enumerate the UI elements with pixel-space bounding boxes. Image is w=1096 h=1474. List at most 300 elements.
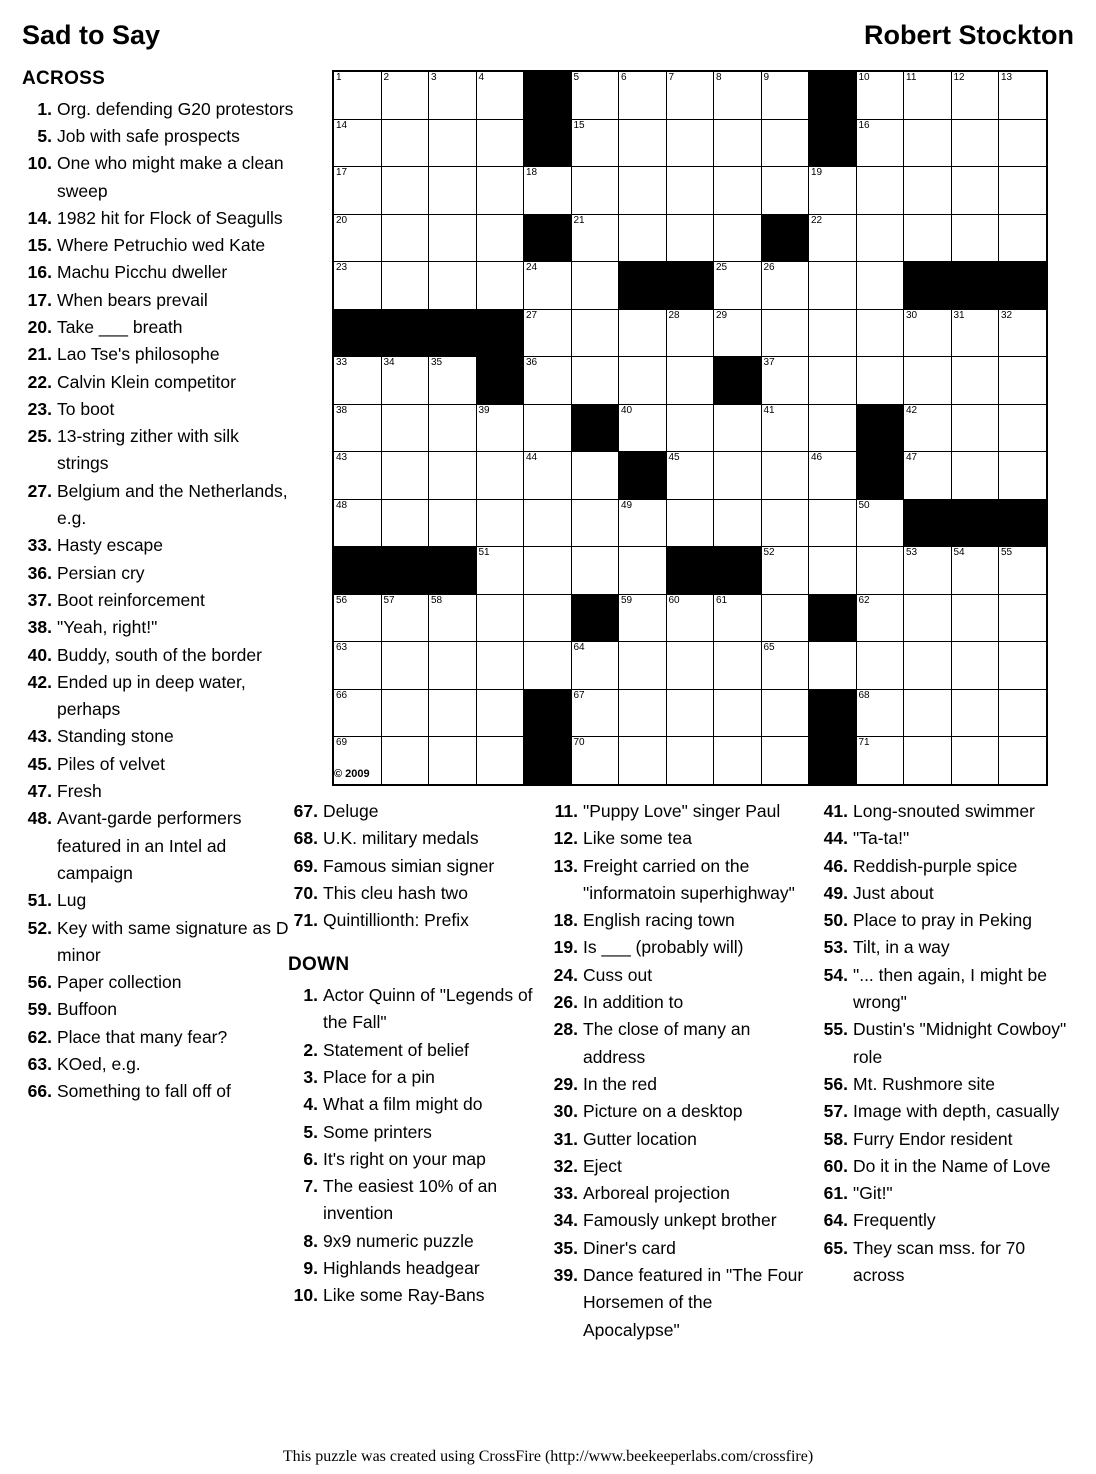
grid-cell[interactable]: [619, 499, 667, 547]
grid-cell[interactable]: [476, 167, 524, 215]
grid-cell[interactable]: [904, 689, 952, 737]
grid-cell[interactable]: [619, 357, 667, 405]
grid-cell[interactable]: [761, 642, 809, 690]
grid-cell-number: 48: [336, 499, 348, 511]
grid-cell-number: 50: [858, 499, 870, 511]
grid-cell[interactable]: [571, 689, 619, 737]
grid-cell[interactable]: [619, 167, 667, 215]
grid-cell-number: 45: [668, 452, 680, 463]
grid-block-cell: [714, 547, 762, 595]
grid-cell-number: 32: [1001, 309, 1013, 321]
grid-cell[interactable]: [904, 309, 952, 357]
grid-cell[interactable]: [381, 499, 429, 547]
grid-cell-number: 26: [763, 262, 775, 273]
grid-cell[interactable]: [951, 452, 999, 500]
grid-cell[interactable]: [666, 594, 714, 642]
grid-cell[interactable]: [429, 499, 477, 547]
grid-cell[interactable]: [381, 357, 429, 405]
grid-cell[interactable]: [429, 737, 477, 785]
grid-cell[interactable]: [856, 119, 904, 167]
grid-cell[interactable]: [333, 214, 381, 262]
grid-cell[interactable]: [381, 71, 429, 119]
grid-cell[interactable]: [571, 737, 619, 785]
clue-text: It's right on your map: [323, 1148, 486, 1169]
grid-cell-number: 42: [906, 404, 918, 416]
clue-number: 37.: [27, 589, 52, 610]
grid-cell[interactable]: [856, 309, 904, 357]
grid-cell[interactable]: [429, 262, 477, 310]
clue-number: 25.: [27, 426, 52, 447]
grid-cell[interactable]: [761, 499, 809, 547]
grid-cell-number: 37: [763, 357, 775, 368]
clue-item: [22, 205, 294, 232]
grid-cell[interactable]: [381, 594, 429, 642]
grid-cell[interactable]: [524, 167, 572, 215]
grid-cell[interactable]: [856, 214, 904, 262]
clue-number: 5.: [37, 125, 52, 146]
clue-text: Is ___ (probably will): [583, 937, 744, 958]
grid-cell[interactable]: [714, 167, 762, 215]
grid-cell[interactable]: [333, 689, 381, 737]
grid-cell-number: 11: [906, 72, 917, 83]
clue-text: Just about: [853, 882, 934, 903]
grid-cell-number: 39: [478, 404, 490, 416]
clue-item: [288, 825, 536, 852]
clue-number: 59.: [27, 999, 52, 1020]
grid-block-cell: [381, 309, 429, 357]
grid-cell[interactable]: [429, 167, 477, 215]
grid-cell[interactable]: [761, 737, 809, 785]
grid-cell[interactable]: [476, 71, 524, 119]
grid-cell[interactable]: [999, 547, 1047, 595]
grid-cell[interactable]: [999, 357, 1047, 405]
grid-cell[interactable]: [904, 547, 952, 595]
grid-cell[interactable]: [856, 737, 904, 785]
grid-cell[interactable]: [429, 71, 477, 119]
grid-cell[interactable]: [714, 262, 762, 310]
clue-number: 61.: [823, 1183, 848, 1204]
grid-cell[interactable]: [856, 594, 904, 642]
grid-cell[interactable]: [856, 689, 904, 737]
grid-cell[interactable]: [571, 262, 619, 310]
grid-cell-number: 31: [953, 309, 965, 321]
grid-cell[interactable]: [809, 642, 857, 690]
grid-cell-number: 38: [336, 404, 348, 416]
clue-item: [22, 642, 294, 669]
grid-cell-number: 4: [478, 72, 485, 83]
grid-cell[interactable]: [951, 737, 999, 785]
grid-cell[interactable]: [809, 547, 857, 595]
grid-cell[interactable]: [951, 594, 999, 642]
clue-item: [818, 1126, 1076, 1153]
grid-cell[interactable]: [809, 404, 857, 452]
clue-text: Where Petruchio wed Kate: [57, 235, 266, 256]
grid-cell-number: 54: [953, 547, 965, 558]
grid-cell[interactable]: [999, 71, 1047, 119]
grid-cell[interactable]: [666, 452, 714, 500]
grid-cell-number: 57: [383, 594, 395, 606]
grid-cell[interactable]: [999, 404, 1047, 452]
grid-table[interactable]: [332, 70, 1048, 786]
clue-number: 46.: [823, 855, 848, 876]
grid-cell[interactable]: [381, 737, 429, 785]
grid-cell[interactable]: [856, 262, 904, 310]
clue-item: [22, 123, 294, 150]
grid-cell[interactable]: [381, 642, 429, 690]
grid-cell-number: 69: [336, 737, 348, 748]
grid-cell[interactable]: [904, 642, 952, 690]
grid-cell[interactable]: [381, 119, 429, 167]
grid-cell[interactable]: [666, 167, 714, 215]
grid-cell[interactable]: [761, 594, 809, 642]
grid-block-cell: [381, 547, 429, 595]
grid-block-cell: [524, 71, 572, 119]
grid-cell[interactable]: [476, 594, 524, 642]
grid-cell[interactable]: [809, 309, 857, 357]
grid-cell[interactable]: [856, 547, 904, 595]
clue-item: [22, 423, 294, 478]
grid-cell[interactable]: [809, 357, 857, 405]
grid-cell[interactable]: [619, 119, 667, 167]
grid-cell[interactable]: [619, 737, 667, 785]
grid-cell[interactable]: [333, 167, 381, 215]
grid-cell[interactable]: [524, 594, 572, 642]
grid-cell[interactable]: [999, 309, 1047, 357]
clue-number: 58.: [823, 1128, 848, 1149]
grid-cell[interactable]: [381, 452, 429, 500]
grid-cell[interactable]: [429, 594, 477, 642]
grid-cell[interactable]: [951, 357, 999, 405]
grid-cell[interactable]: [524, 499, 572, 547]
grid-cell[interactable]: [333, 262, 381, 310]
grid-cell[interactable]: [714, 689, 762, 737]
grid-cell[interactable]: [666, 499, 714, 547]
grid-cell[interactable]: [571, 499, 619, 547]
grid-cell[interactable]: [904, 71, 952, 119]
grid-cell[interactable]: [951, 689, 999, 737]
grid-block-cell: [429, 309, 477, 357]
grid-cell[interactable]: [856, 71, 904, 119]
grid-cell[interactable]: [571, 71, 619, 119]
grid-cell[interactable]: [476, 452, 524, 500]
grid-cell[interactable]: [951, 71, 999, 119]
clue-text: Famously unkept brother: [583, 1210, 777, 1231]
grid-cell[interactable]: [714, 499, 762, 547]
grid-row: [333, 71, 1047, 119]
grid-cell[interactable]: [333, 594, 381, 642]
across-section-heading: ACROSS: [22, 68, 106, 89]
copyright-notice: © 2009: [334, 768, 370, 780]
clue-item: [548, 1153, 806, 1180]
grid-cell[interactable]: [904, 594, 952, 642]
clue-item: [22, 669, 294, 724]
clue-text: Belgium and the Netherlands, e.g.: [57, 480, 288, 529]
grid-cell[interactable]: [999, 214, 1047, 262]
grid-cell[interactable]: [524, 547, 572, 595]
grid-cell[interactable]: [333, 119, 381, 167]
grid-cell[interactable]: [476, 499, 524, 547]
grid-cell[interactable]: [714, 642, 762, 690]
grid-cell[interactable]: [856, 167, 904, 215]
clue-item: [22, 232, 294, 259]
grid-cell[interactable]: [524, 309, 572, 357]
clue-item: [548, 989, 806, 1016]
clue-item: [288, 1282, 536, 1309]
clue-number: 54.: [823, 964, 848, 985]
grid-cell[interactable]: [856, 642, 904, 690]
grid-cell[interactable]: [381, 214, 429, 262]
clue-text: Lao Tse's philosophe: [57, 344, 220, 365]
grid-cell[interactable]: [951, 547, 999, 595]
grid-cell[interactable]: [951, 642, 999, 690]
grid-cell[interactable]: [761, 71, 809, 119]
grid-cell[interactable]: [761, 262, 809, 310]
grid-cell[interactable]: [381, 167, 429, 215]
clue-number: 2.: [303, 1039, 318, 1060]
clue-text: Place for a pin: [323, 1067, 435, 1087]
grid-cell[interactable]: [666, 404, 714, 452]
grid-cell[interactable]: [761, 547, 809, 595]
clue-number: 18.: [553, 910, 578, 931]
grid-cell[interactable]: [571, 309, 619, 357]
grid-cell[interactable]: [619, 594, 667, 642]
clue-item: [818, 880, 1076, 907]
grid-cell[interactable]: [761, 167, 809, 215]
grid-cell[interactable]: [856, 499, 904, 547]
clue-item: [22, 969, 294, 996]
grid-cell[interactable]: [476, 404, 524, 452]
clue-text: Boot reinforcement: [57, 589, 205, 610]
grid-cell-number: 64: [573, 642, 585, 653]
clue-item: [22, 1078, 294, 1105]
grid-cell[interactable]: [666, 309, 714, 357]
grid-cell[interactable]: [999, 452, 1047, 500]
clue-item: [288, 880, 536, 907]
clue-number: 19.: [553, 937, 578, 958]
grid-cell[interactable]: [999, 689, 1047, 737]
grid-cell[interactable]: [524, 357, 572, 405]
clue-item: [22, 560, 294, 587]
grid-block-cell: [999, 262, 1047, 310]
grid-cell[interactable]: [714, 71, 762, 119]
grid-cell[interactable]: [999, 594, 1047, 642]
grid-block-cell: [476, 309, 524, 357]
grid-cell[interactable]: [999, 642, 1047, 690]
grid-cell[interactable]: [571, 547, 619, 595]
clue-item: [22, 996, 294, 1023]
grid-cell[interactable]: [999, 167, 1047, 215]
grid-cell[interactable]: [524, 642, 572, 690]
page-header: [22, 20, 1074, 60]
grid-cell[interactable]: [333, 642, 381, 690]
clue-item: [22, 532, 294, 559]
grid-cell[interactable]: [571, 357, 619, 405]
grid-cell[interactable]: [619, 214, 667, 262]
grid-cell[interactable]: [476, 547, 524, 595]
clue-number: 21.: [27, 344, 52, 365]
grid-block-cell: [999, 499, 1047, 547]
grid-cell[interactable]: [333, 71, 381, 119]
grid-block-cell: [904, 262, 952, 310]
grid-cell[interactable]: [904, 119, 952, 167]
grid-cell[interactable]: [809, 262, 857, 310]
clue-text: When bears prevail: [57, 289, 208, 310]
grid-cell[interactable]: [714, 452, 762, 500]
grid-cell[interactable]: [381, 404, 429, 452]
grid-cell[interactable]: [333, 357, 381, 405]
grid-cell[interactable]: [999, 119, 1047, 167]
grid-cell[interactable]: [714, 594, 762, 642]
grid-cell[interactable]: [333, 499, 381, 547]
grid-cell[interactable]: [666, 214, 714, 262]
grid-cell[interactable]: [429, 404, 477, 452]
grid-cell[interactable]: [429, 214, 477, 262]
grid-cell[interactable]: [904, 404, 952, 452]
clue-number: 47.: [27, 781, 52, 802]
grid-cell[interactable]: [571, 214, 619, 262]
grid-cell[interactable]: [761, 452, 809, 500]
clue-item: [818, 825, 1076, 852]
grid-cell[interactable]: [809, 167, 857, 215]
clue-text: English racing town: [583, 910, 735, 931]
grid-cell[interactable]: [714, 119, 762, 167]
grid-cell[interactable]: [714, 214, 762, 262]
grid-cell[interactable]: [809, 499, 857, 547]
grid-cell[interactable]: [666, 357, 714, 405]
grid-cell[interactable]: [761, 119, 809, 167]
grid-cell[interactable]: [666, 71, 714, 119]
grid-cell[interactable]: [476, 119, 524, 167]
grid-cell[interactable]: [524, 262, 572, 310]
grid-cell-number: 35: [431, 357, 443, 368]
grid-block-cell: [476, 357, 524, 405]
grid-cell[interactable]: [951, 167, 999, 215]
grid-cell[interactable]: [524, 452, 572, 500]
grid-cell[interactable]: [619, 71, 667, 119]
grid-cell[interactable]: [476, 737, 524, 785]
grid-cell-number: 1: [336, 72, 342, 83]
grid-cell[interactable]: [429, 452, 477, 500]
clue-text: Furry Endor resident: [853, 1128, 1013, 1149]
clue-text: Arboreal projection: [583, 1183, 730, 1204]
clue-item: [548, 798, 806, 825]
clue-text: What a film might do: [323, 1094, 483, 1115]
grid-cell[interactable]: [951, 214, 999, 262]
grid-cell[interactable]: [333, 452, 381, 500]
grid-cell[interactable]: [476, 214, 524, 262]
grid-cell[interactable]: [429, 689, 477, 737]
grid-cell[interactable]: [429, 642, 477, 690]
grid-cell[interactable]: [333, 404, 381, 452]
grid-cell-number: 16: [858, 119, 870, 131]
page-title: Sad to Say: [22, 20, 161, 50]
clue-number: 56.: [823, 1073, 848, 1094]
grid-cell[interactable]: [619, 689, 667, 737]
grid-cell[interactable]: [476, 642, 524, 690]
grid-cell[interactable]: [951, 404, 999, 452]
grid-cell[interactable]: [714, 309, 762, 357]
clue-text: Quintillionth: Prefix: [323, 910, 469, 931]
grid-cell[interactable]: [904, 167, 952, 215]
clue-text: Reddish-purple spice: [853, 855, 1018, 876]
grid-cell[interactable]: [476, 262, 524, 310]
grid-cell[interactable]: [904, 357, 952, 405]
grid-cell[interactable]: [951, 119, 999, 167]
clue-number: 42.: [27, 671, 52, 692]
grid-cell[interactable]: [999, 737, 1047, 785]
clue-text: Buddy, south of the border: [57, 644, 262, 665]
grid-cell[interactable]: [951, 309, 999, 357]
clue-item: [22, 478, 294, 533]
grid-cell-number: 8: [716, 72, 722, 83]
grid-cell[interactable]: [381, 262, 429, 310]
clue-number: 38.: [27, 617, 52, 638]
grid-cell[interactable]: [619, 642, 667, 690]
grid-cell-number: 59: [621, 594, 633, 606]
grid-cell[interactable]: [666, 737, 714, 785]
grid-cell[interactable]: [571, 167, 619, 215]
clue-number: 23.: [27, 398, 52, 419]
crossword-grid[interactable]: [332, 70, 1048, 786]
grid-cell-number: 53: [906, 547, 918, 558]
grid-cell[interactable]: [714, 404, 762, 452]
grid-cell[interactable]: [809, 452, 857, 500]
clue-item: [288, 1119, 536, 1146]
grid-cell[interactable]: [429, 119, 477, 167]
grid-cell[interactable]: [571, 642, 619, 690]
grid-cell[interactable]: [904, 214, 952, 262]
grid-cell[interactable]: [904, 737, 952, 785]
grid-cell-number: 61: [716, 594, 728, 606]
clue-item: [288, 1146, 536, 1173]
grid-cell[interactable]: [666, 689, 714, 737]
grid-cell[interactable]: [809, 214, 857, 262]
grid-cell[interactable]: [666, 642, 714, 690]
clue-text: In the red: [583, 1073, 657, 1094]
clue-number: 11.: [554, 801, 578, 821]
grid-cell[interactable]: [619, 404, 667, 452]
clue-number: 60.: [823, 1155, 848, 1176]
grid-row: [333, 119, 1047, 167]
grid-cell[interactable]: [619, 547, 667, 595]
grid-cell[interactable]: [619, 309, 667, 357]
grid-cell[interactable]: [571, 452, 619, 500]
grid-block-cell: [904, 499, 952, 547]
grid-cell[interactable]: [761, 404, 809, 452]
grid-cell[interactable]: [904, 452, 952, 500]
grid-cell[interactable]: [761, 357, 809, 405]
grid-cell[interactable]: [761, 689, 809, 737]
clue-text: Lug: [57, 890, 87, 911]
clue-number: 1.: [37, 98, 52, 119]
grid-cell-number: 65: [763, 642, 775, 653]
clue-number: 66.: [27, 1081, 52, 1102]
grid-cell[interactable]: [476, 689, 524, 737]
grid-cell-number: 60: [668, 594, 680, 606]
grid-cell[interactable]: [714, 737, 762, 785]
grid-cell[interactable]: [761, 309, 809, 357]
grid-cell[interactable]: [666, 119, 714, 167]
grid-cell-number: 46: [811, 452, 823, 463]
grid-cell[interactable]: [524, 404, 572, 452]
grid-cell[interactable]: [429, 357, 477, 405]
grid-cell[interactable]: [381, 689, 429, 737]
clue-text: Place that many fear?: [57, 1026, 228, 1047]
grid-cell[interactable]: [571, 119, 619, 167]
grid-cell[interactable]: [856, 357, 904, 405]
clue-text: Something to fall off of: [57, 1081, 231, 1102]
clue-item: [288, 1173, 536, 1228]
